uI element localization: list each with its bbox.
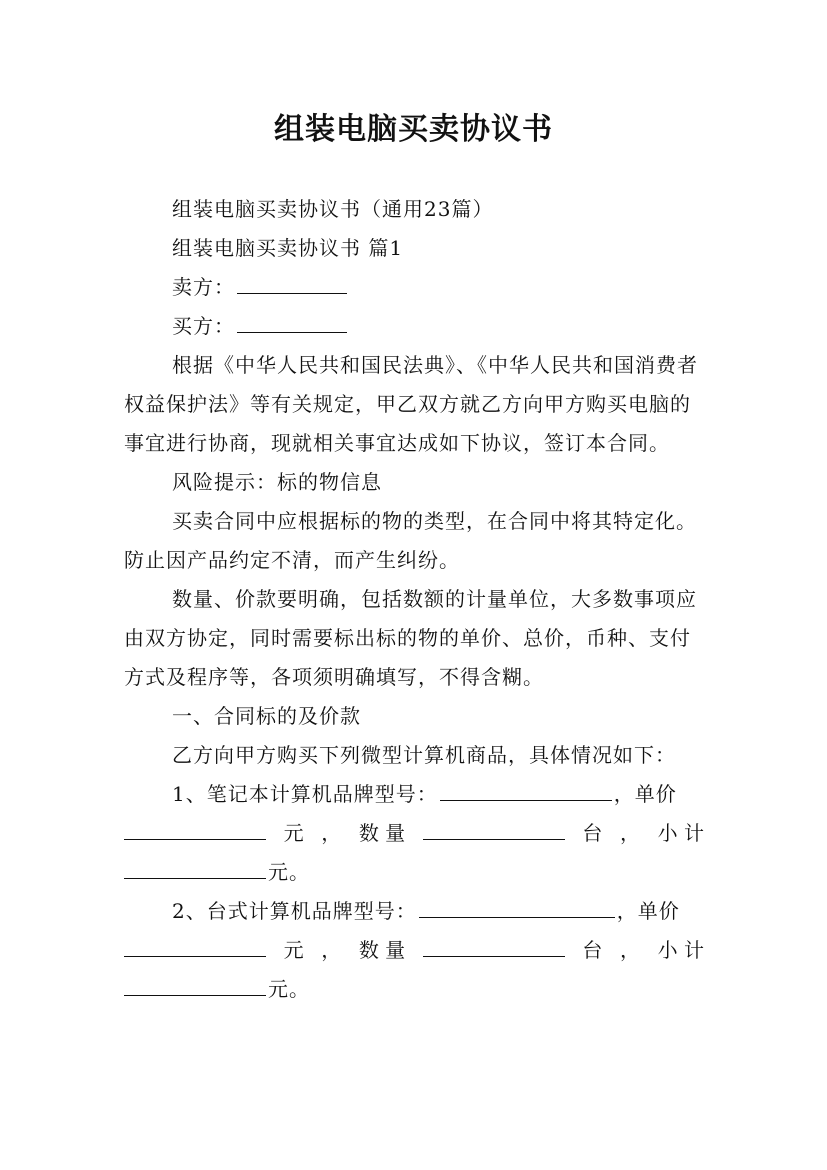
section-heading: 组装电脑买卖协议书 篇1: [172, 236, 404, 260]
risk-heading: 风险提示：标的物信息: [172, 470, 382, 494]
item-2-line: [124, 892, 704, 931]
item-1-subtotal-label: 小 计: [657, 821, 704, 845]
risk-paragraph-2: 数量、价款要明确，包括数额的计量单位，大多数事项应由双方协定，同时需要标出标的物的单价、总价，币种、支付方式及程序等，各项须明确填写，不得含糊。: [124, 587, 697, 689]
item-1-quantity-field[interactable]: [423, 817, 565, 840]
seller-label: 卖方：: [172, 275, 235, 299]
document-subtitle: 组装电脑买卖协议书（通用23篇）: [172, 197, 494, 221]
item-2-comma-1: ，: [321, 938, 342, 962]
item-2-yuan-end: 元。: [268, 977, 310, 1001]
item-1-label: 1、笔记本计算机品牌型号：: [172, 782, 438, 806]
item-1-yuan: 元: [283, 821, 304, 845]
item-2-unit-price-label: ，单价: [616, 899, 680, 923]
item-2-subtotal-label: 小 计: [657, 938, 704, 962]
item-1-line: [124, 775, 704, 814]
item-2-model-field[interactable]: [419, 895, 615, 918]
item-2-subtotal-field[interactable]: [124, 973, 266, 996]
seller-line: [124, 268, 704, 307]
item-2-quantity-field[interactable]: [423, 934, 565, 957]
document-title: 组装电脑买卖协议书: [274, 112, 553, 147]
risk-paragraph-1: 买卖合同中应根据标的物的类型，在合同中将其特定化。防止因产品约定不清，而产生纠纷。: [124, 509, 697, 572]
clause-1-heading: 一、合同标的及价款: [172, 704, 361, 728]
item-1-quantity-label: 数 量: [358, 821, 406, 845]
document-body: [124, 190, 704, 1009]
buyer-label: 买方：: [172, 314, 235, 338]
item-1-unit-tai: 台: [582, 821, 603, 845]
item-1-price-field[interactable]: [124, 817, 266, 840]
item-1-yuan-end: 元。: [268, 860, 310, 884]
clause-1-intro: 乙方向甲方购买下列微型计算机商品，具体情况如下：: [172, 743, 676, 767]
item-1-model-field[interactable]: [440, 778, 612, 801]
item-1-comma-2: ，: [620, 821, 641, 845]
buyer-field[interactable]: [237, 310, 347, 333]
item-1-comma-1: ，: [321, 821, 342, 845]
intro-paragraph: 根据《中华人民共和国民法典》、《中华人民共和国消费者权益保护法》等有关规定，甲乙双方就乙方向甲方购买电脑的事宜进行协商，现就相关事宜达成如下协议，签订本合同。: [124, 353, 698, 455]
item-2-unit-tai: 台: [582, 938, 603, 962]
item-2-quantity-label: 数 量: [358, 938, 406, 962]
item-1-spread-line: [124, 814, 704, 853]
item-1-unit-price-label: ，单价: [613, 782, 677, 806]
item-1-subtotal-field[interactable]: [124, 856, 266, 879]
buyer-line: [124, 307, 704, 346]
item-2-spread-line: [124, 931, 704, 970]
item-2-label: 2、台式计算机品牌型号：: [172, 899, 417, 923]
item-2-comma-2: ，: [620, 938, 641, 962]
seller-field[interactable]: [237, 271, 347, 294]
item-1-subtotal-line: [124, 853, 704, 892]
item-2-yuan: 元: [283, 938, 304, 962]
item-2-price-field[interactable]: [124, 934, 266, 957]
item-2-subtotal-line: [124, 970, 704, 1009]
